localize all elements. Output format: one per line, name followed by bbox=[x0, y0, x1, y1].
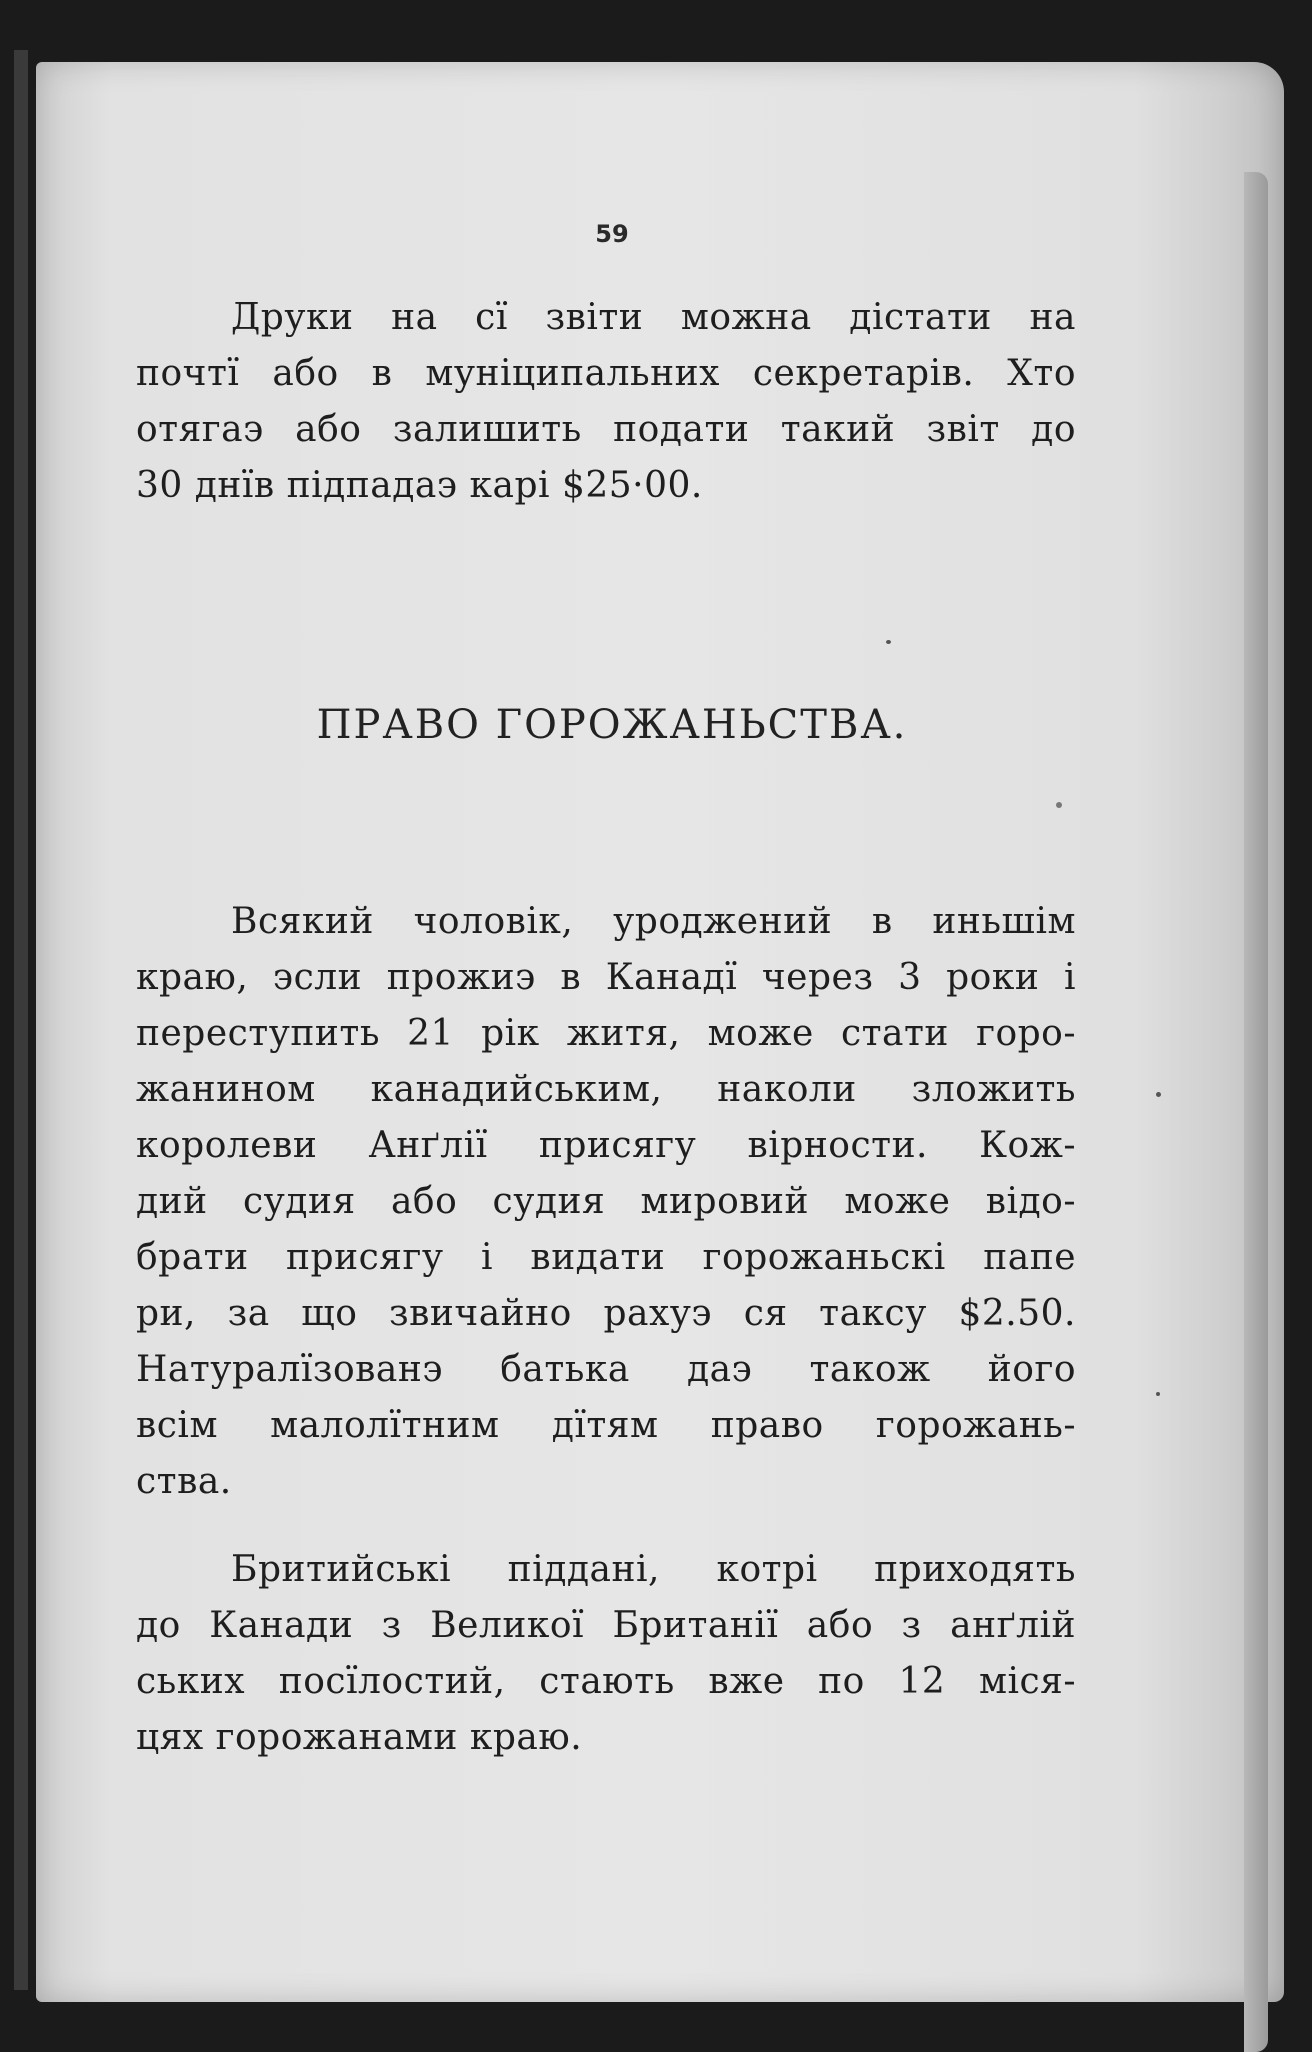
paper-speck bbox=[1156, 1092, 1161, 1097]
text-line: краю, эсли прожиэ в Канадї через 3 роки і bbox=[136, 957, 1076, 998]
paper-speck bbox=[1056, 802, 1062, 808]
text-line: цях горожанами краю. bbox=[136, 1717, 583, 1758]
paragraph-citizenship bbox=[136, 894, 1076, 1510]
text-line: Бритийські піддані, котрі приходять bbox=[231, 1549, 1076, 1590]
page-edge-shadow bbox=[1244, 172, 1268, 2052]
text-line: 30 днїв підпадаэ карі $25·00. bbox=[136, 465, 703, 506]
text-line: ських посїлостий, стають вже по 12 міся- bbox=[136, 1661, 1076, 1702]
text-line: Натуралїзованэ батька даэ також його bbox=[136, 1349, 1076, 1390]
text-line: королеви Анґлії присягу вірности. Кож- bbox=[136, 1125, 1076, 1166]
text-line: отягаэ або залишить подати такий звіт до bbox=[136, 409, 1076, 450]
text-line: брати присягу і видати горожаньскі папе bbox=[136, 1237, 1076, 1278]
text-line: Всякий чоловік, уроджений в иньшім bbox=[231, 901, 1076, 942]
paper-speck bbox=[1156, 1392, 1160, 1396]
text-line: Друки на сї звіти можна дістати на bbox=[231, 297, 1076, 338]
text-line: до Канади з Великої Британії або з анґлій bbox=[136, 1605, 1076, 1646]
text-line: ства. bbox=[136, 1461, 232, 1502]
text-line: переступить 21 рік житя, може стати горо- bbox=[136, 1013, 1076, 1054]
text-line: дий судия або судия мировий може відо- bbox=[136, 1181, 1076, 1222]
book-page bbox=[36, 62, 1284, 2002]
section-heading: ПРАВО ГОРОЖАНЬСТВА. bbox=[316, 702, 908, 748]
text-line: почтї або в муніципальних секретарів. Хто bbox=[136, 353, 1076, 394]
paper-speck bbox=[886, 640, 891, 644]
text-line: всім малолїтним дїтям право горожань- bbox=[136, 1405, 1076, 1446]
text-line: ри, за що звичайно рахуэ ся таксу $2.50. bbox=[136, 1293, 1076, 1334]
paragraph-forms bbox=[136, 290, 1076, 514]
text-line: жанином канадийським, наколи зложить bbox=[136, 1069, 1076, 1110]
page-number: 59 bbox=[595, 220, 629, 248]
book-spine-edge bbox=[14, 50, 28, 1990]
paragraph-british-subjects bbox=[136, 1542, 1076, 1766]
